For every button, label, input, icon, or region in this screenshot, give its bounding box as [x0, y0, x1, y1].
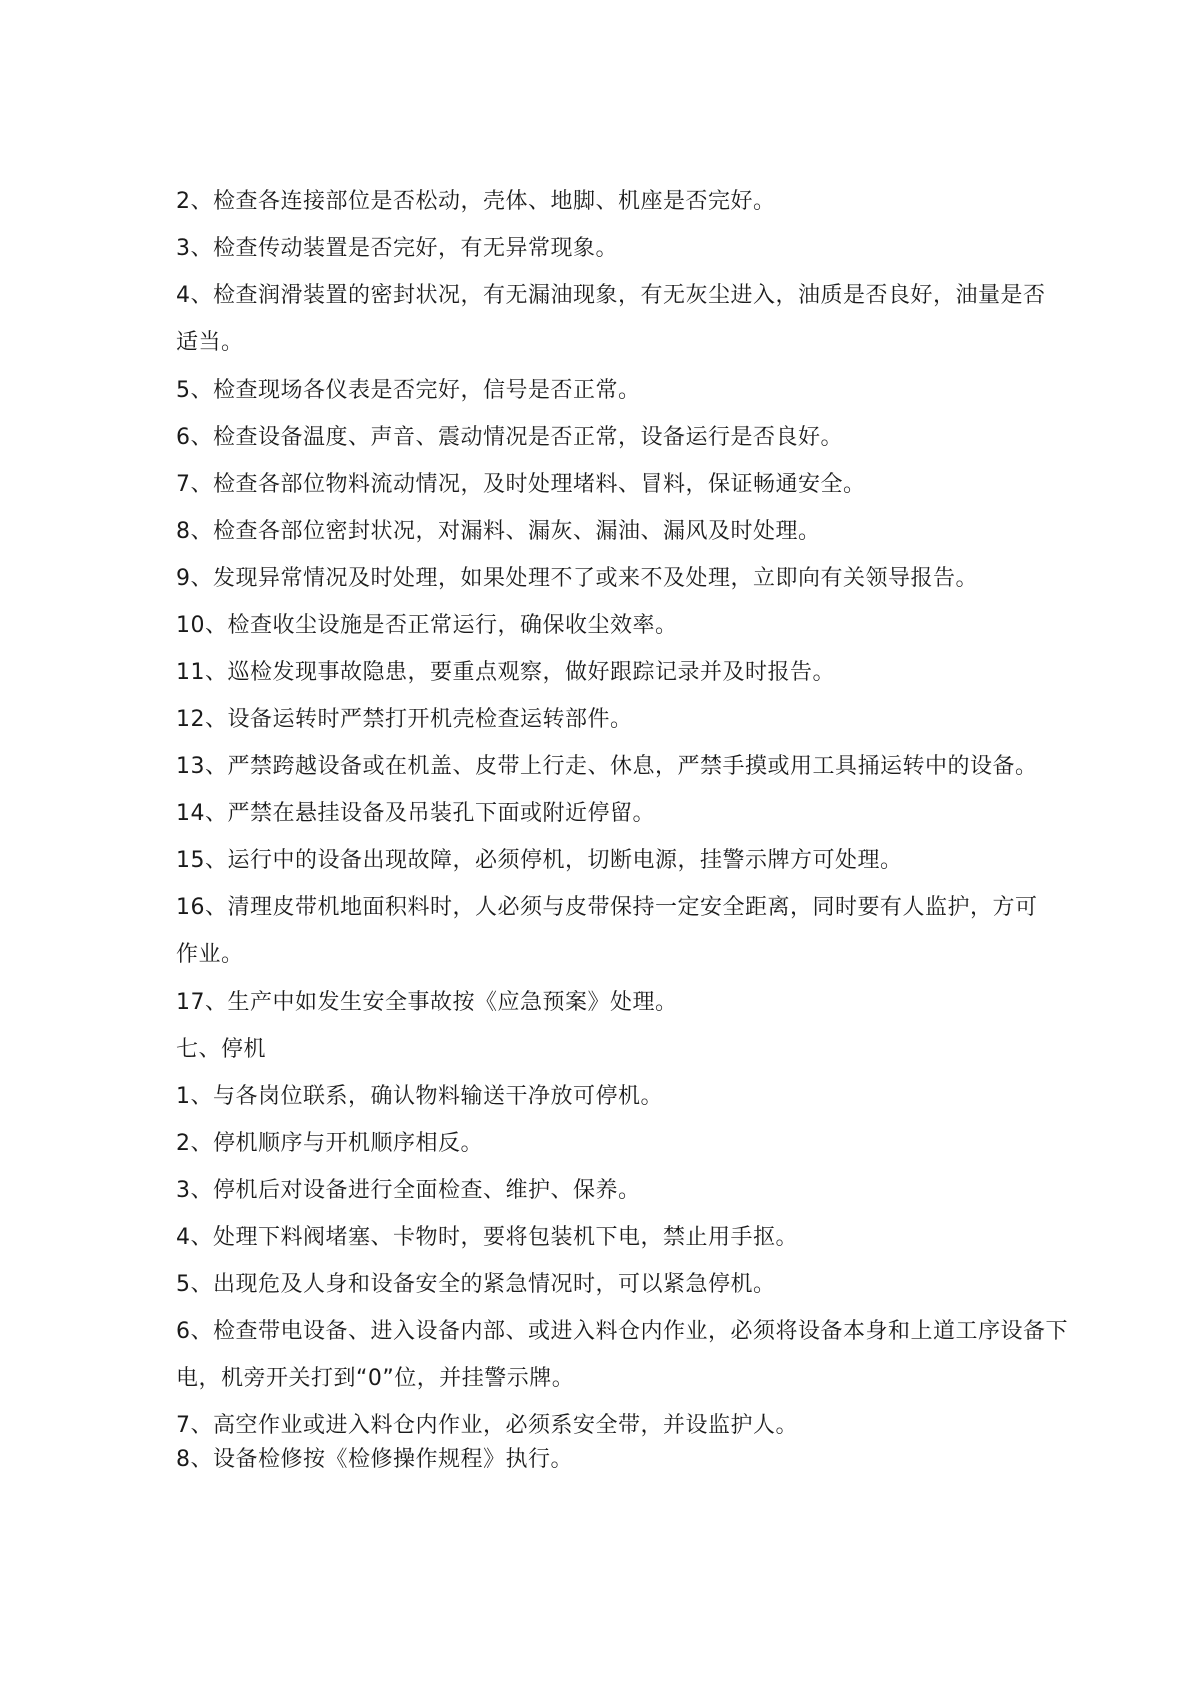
text-line: 4、检查润滑装置的密封状况，有无漏油现象，有无灰尘进入，油质是否良好，油量是否 [176, 283, 1046, 308]
text-line: 作业。 [176, 942, 244, 967]
text-line: 16、清理皮带机地面积料时，人必须与皮带保持一定安全距离，同时要有人监护，方可 [176, 895, 1038, 920]
text-line: 电，机旁开关打到“0”位，并挂警示牌。 [176, 1366, 575, 1391]
text-line: 11、巡检发现事故隐患，要重点观察，做好跟踪记录并及时报告。 [176, 660, 835, 685]
text-line: 1、与各岗位联系，确认物料输送干净放可停机。 [176, 1084, 663, 1109]
text-line: 14、严禁在悬挂设备及吊装孔下面或附近停留。 [176, 801, 655, 826]
section-heading: 七、停机 [176, 1037, 267, 1062]
text-line: 4、处理下料阀堵塞、卡物时，要将包装机下电，禁止用手抠。 [176, 1225, 798, 1250]
text-line: 13、严禁跨越设备或在机盖、皮带上行走、休息，严禁手摸或用工具捅运转中的设备。 [176, 754, 1038, 779]
text-line: 15、运行中的设备出现故障，必须停机，切断电源，挂警示牌方可处理。 [176, 848, 903, 873]
text-line: 8、检查各部位密封状况，对漏料、漏灰、漏油、漏风及时处理。 [176, 519, 821, 544]
text-line: 7、检查各部位物料流动情况，及时处理堵料、冒料，保证畅通安全。 [176, 472, 866, 497]
text-line: 3、停机后对设备进行全面检查、维护、保养。 [176, 1178, 641, 1203]
text-line: 5、检查现场各仪表是否完好，信号是否正常。 [176, 378, 641, 403]
text-line: 12、设备运转时严禁打开机壳检查运转部件。 [176, 707, 633, 732]
text-line: 2、检查各连接部位是否松动，壳体、地脚、机座是否完好。 [176, 189, 776, 214]
text-line: 8、设备检修按《检修操作规程》执行。 [176, 1447, 573, 1472]
text-line: 17、生产中如发生安全事故按《应急预案》处理。 [176, 990, 678, 1015]
text-line: 10、检查收尘设施是否正常运行，确保收尘效率。 [176, 613, 678, 638]
text-line: 7、高空作业或进入料仓内作业，必须系安全带，并设监护人。 [176, 1413, 798, 1438]
text-line: 6、检查设备温度、声音、震动情况是否正常，设备运行是否良好。 [176, 425, 843, 450]
text-line: 5、出现危及人身和设备安全的紧急情况时，可以紧急停机。 [176, 1272, 776, 1297]
text-line: 2、停机顺序与开机顺序相反。 [176, 1131, 483, 1156]
text-line: 适当。 [176, 330, 244, 355]
text-line: 9、发现异常情况及时处理，如果处理不了或来不及处理，立即向有关领导报告。 [176, 566, 978, 591]
text-line: 3、检查传动装置是否完好，有无异常现象。 [176, 236, 618, 261]
text-line: 6、检查带电设备、进入设备内部、或进入料仓内作业，必须将设备本身和上道工序设备下 [176, 1319, 1069, 1344]
